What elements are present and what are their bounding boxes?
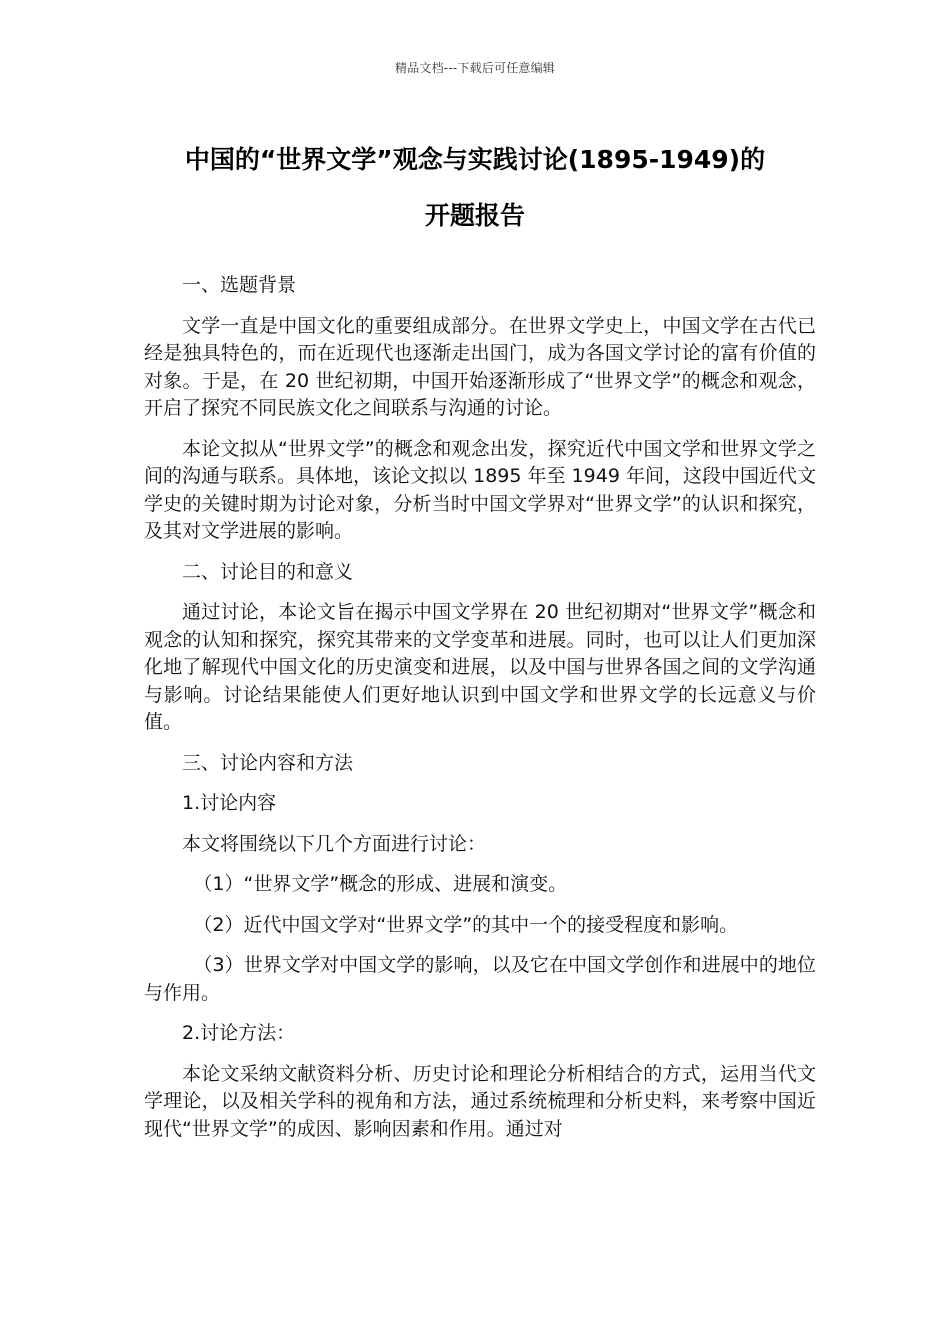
paragraph: 本论文拟从“世界文学”的概念和观念出发，探究近代中国文学和世界文学之间的沟通与联系。具体地，该论文拟以 1895 年至 1949 年间，这段中国近代文学史的关键时期为讨论对象，分析当时中国文学界对“世界文学”的认识和探究，及其对文学进展的影响。 xyxy=(144,437,816,542)
paragraph: 通过讨论，本论文旨在揭示中国文学界在 20 世纪初期对“世界文学”概念和观念的认知和探究，探究其带来的文学变革和进展。同时，也可以让人们更加深化地了解现代中国文化的历史演变和进展，以及中国与世界各国之间的文学沟通与影响。讨论结果能使人们更好地认识到中国文学和世界文学的长远意义与价值。 xyxy=(144,601,816,733)
paragraph: 本论文采纳文献资料分析、历史讨论和理论分析相结合的方式，运用当代文学理论，以及相关学科的视角和方法，通过系统梳理和分析史料，来考察中国近现代“世界文学”的成因、影响因素和作用。通过对 xyxy=(144,1062,816,1140)
paragraph: 本文将围绕以下几个方面进行讨论： xyxy=(182,832,487,855)
section-heading-purpose: 二、讨论目的和意义 xyxy=(182,560,354,583)
list-item: （1）“世界文学”概念的形成、进展和演变。 xyxy=(193,873,568,895)
list-item: （3）世界文学对中国文学的影响，以及它在中国文学创作和进展中的地位与作用。 xyxy=(144,954,816,1004)
subheading-content: 1.讨论内容 xyxy=(182,792,277,814)
paragraph: 文学一直是中国文化的重要组成部分。在世界文学史上，中国文学在古代已经是独具特色的，而在近现代也逐渐走出国门，成为各国文学讨论的富有价值的对象。于是，在 20 世纪初期，中国开始逐渐形成了“世界文学”的概念和观念，开启了探究不同民族文化之间联系与沟通的讨论。 xyxy=(144,314,816,419)
document-body xyxy=(144,272,816,1156)
subheading-method: 2.讨论方法： xyxy=(182,1022,296,1044)
section-heading-content-method: 三、讨论内容和方法 xyxy=(182,751,354,774)
section-heading-background: 一、选题背景 xyxy=(182,274,297,296)
header-note: 精品文档---下载后可任意编辑 xyxy=(395,61,555,75)
list-item: （2）近代中国文学对“世界文学”的其中一个的接受程度和影响。 xyxy=(193,913,739,936)
document-title-line-1: 中国的“世界文学”观念与实践讨论(1895-1949)的 xyxy=(184,145,766,174)
document-title-line-2: 开题报告 xyxy=(424,201,525,230)
